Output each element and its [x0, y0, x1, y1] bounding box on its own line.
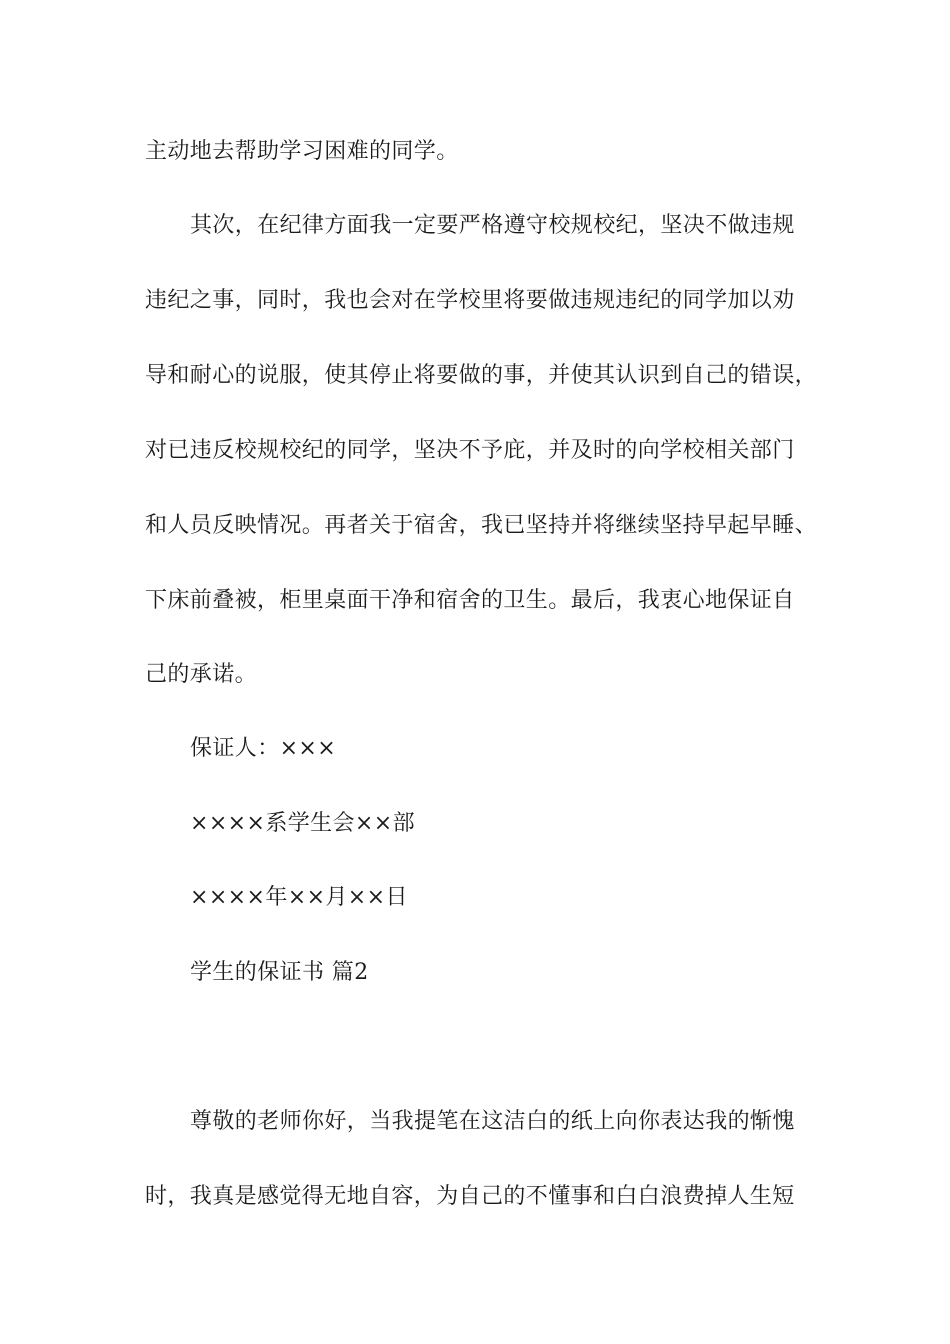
paragraph-line: 对已违反校规校纪的同学，坚决不予庇，并及时的向学校相关部门 — [145, 438, 795, 463]
paragraph-line: 和人员反映情况。再者关于宿舍，我已坚持并将继续坚持早起早睡、 — [145, 513, 818, 538]
paragraph-line: 下床前叠被，柜里桌面干净和宿舍的卫生。最后，我衷心地保证自 — [145, 588, 795, 613]
paragraph-line: 导和耐心的说服，使其停止将要做的事，并使其认识到自己的错误， — [145, 363, 818, 388]
paragraph-line: 其次，在纪律方面我一定要严格遵守校规校纪，坚决不做违规 — [190, 213, 795, 238]
date-line: ××××年××月××日 — [190, 885, 408, 910]
section-heading: 学生的保证书 篇2 — [190, 960, 369, 985]
paragraph-line: 违纪之事，同时，我也会对在学校里将要做违规违纪的同学加以劝 — [145, 288, 795, 313]
paragraph-line: 主动地去帮助学习困难的同学。 — [145, 139, 459, 164]
paragraph-line: 尊敬的老师你好，当我提笔在这洁白的纸上向你表达我的惭愧 — [190, 1109, 795, 1134]
department-line: ××××系学生会××部 — [190, 811, 416, 836]
guarantor-line: 保证人：××× — [190, 736, 337, 761]
paragraph-line: 己的承诺。 — [145, 662, 258, 687]
paragraph-line: 时，我真是感觉得无地自容，为自己的不懂事和白白浪费掉人生短 — [145, 1184, 795, 1209]
